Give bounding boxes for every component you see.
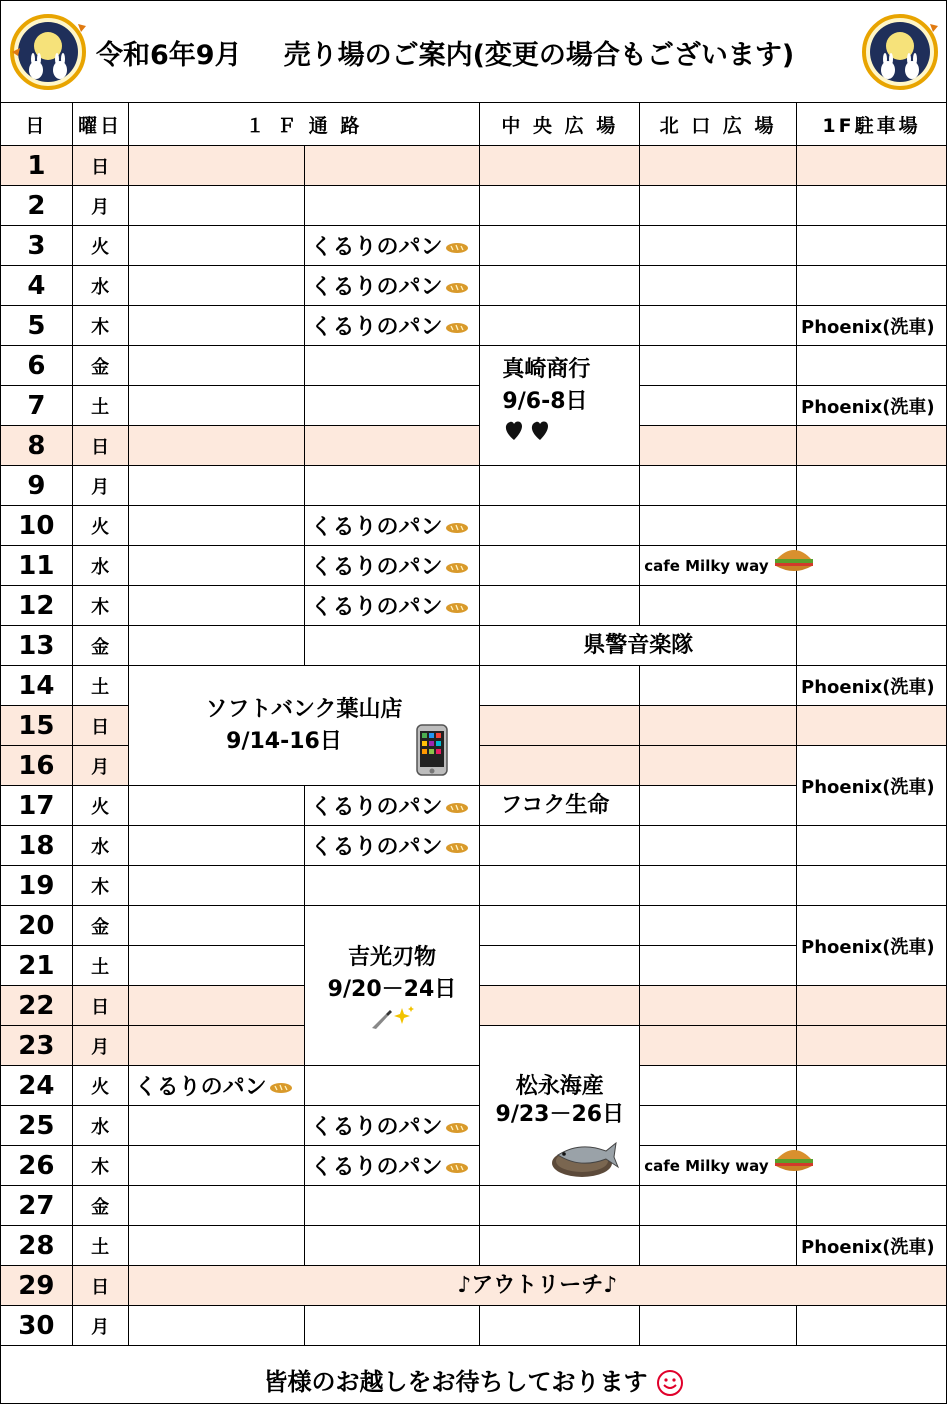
weekday: 月 xyxy=(72,1306,128,1346)
cell xyxy=(640,426,797,466)
softbank-event xyxy=(128,666,480,786)
weekday: 月 xyxy=(72,466,128,506)
phoenix-event: Phoenix(洗車) xyxy=(797,386,947,426)
footer-message: 皆様のお越しをお待ちしております xyxy=(263,1368,648,1396)
cell xyxy=(128,306,304,346)
yoshimitsu-name: 吉光刃物 xyxy=(347,944,436,970)
cell xyxy=(128,586,304,626)
bread-icon xyxy=(445,282,469,294)
cell xyxy=(640,1306,797,1346)
knife-sparkle-icon xyxy=(368,1006,416,1032)
cell xyxy=(128,386,304,426)
table-row xyxy=(1,906,947,946)
weekday: 水 xyxy=(72,266,128,306)
weekday: 金 xyxy=(72,346,128,386)
bread-icon xyxy=(445,242,469,254)
day-number: 19 xyxy=(1,866,73,906)
cell xyxy=(480,826,640,866)
cell xyxy=(640,466,797,506)
cell xyxy=(128,1226,304,1266)
bread-event xyxy=(304,266,480,306)
table-row xyxy=(1,346,947,386)
cell xyxy=(304,466,480,506)
day-number: 25 xyxy=(1,1106,73,1146)
cell xyxy=(128,426,304,466)
cell xyxy=(304,1066,480,1106)
cell xyxy=(797,986,947,1026)
table-row xyxy=(1,386,947,426)
bread-icon xyxy=(445,802,469,814)
weekday: 火 xyxy=(72,226,128,266)
bread-label: くるりのパン xyxy=(310,835,443,860)
cell xyxy=(797,146,947,186)
bread-icon xyxy=(445,522,469,534)
day-number: 21 xyxy=(1,946,73,986)
schedule-table xyxy=(0,102,947,1346)
phoenix-event: Phoenix(洗車) xyxy=(797,746,947,826)
cell xyxy=(640,1026,797,1066)
day-number: 11 xyxy=(1,546,73,586)
cell xyxy=(128,506,304,546)
weekday: 火 xyxy=(72,786,128,826)
cell xyxy=(640,586,797,626)
bread-event xyxy=(304,786,480,826)
cell xyxy=(128,1026,304,1066)
cell xyxy=(480,906,640,946)
cafe-event xyxy=(640,546,797,586)
weekday: 日 xyxy=(72,706,128,746)
day-number: 22 xyxy=(1,986,73,1026)
cell xyxy=(304,186,480,226)
weekday: 水 xyxy=(72,1106,128,1146)
outreach-event: ♪アウトリーチ♪ xyxy=(128,1266,946,1306)
bread-label: くるりのパン xyxy=(310,515,443,540)
cell xyxy=(480,706,640,746)
table-row xyxy=(1,666,947,706)
bread-icon xyxy=(445,1162,469,1174)
weekday: 火 xyxy=(72,506,128,546)
day-number: 28 xyxy=(1,1226,73,1266)
day-number: 6 xyxy=(1,346,73,386)
table-row xyxy=(1,546,947,586)
cell xyxy=(128,826,304,866)
bread-icon xyxy=(445,562,469,574)
weekday: 月 xyxy=(72,186,128,226)
table-row xyxy=(1,266,947,306)
cell xyxy=(128,1306,304,1346)
cell xyxy=(640,786,797,826)
cell xyxy=(797,826,947,866)
cell xyxy=(640,706,797,746)
softbank-name: ソフトバンク葉山店 xyxy=(205,696,403,722)
bread-label: くるりのパン xyxy=(310,1115,443,1140)
cell xyxy=(480,266,640,306)
fukoku-event: フコク生命 xyxy=(480,786,640,826)
cell xyxy=(640,386,797,426)
bread-event xyxy=(304,546,480,586)
day-number: 15 xyxy=(1,706,73,746)
cell xyxy=(797,1186,947,1226)
cell xyxy=(304,426,480,466)
cell xyxy=(128,866,304,906)
col-header-weekday: 曜日 xyxy=(72,103,128,146)
cell xyxy=(128,466,304,506)
bread-label: くるりのパン xyxy=(310,315,443,340)
col-header-day: 日 xyxy=(1,103,73,146)
weekday: 金 xyxy=(72,1186,128,1226)
cell xyxy=(128,1146,304,1186)
cell xyxy=(480,1186,640,1226)
bread-event xyxy=(304,1146,480,1186)
bread-label: くるりのパン xyxy=(310,235,443,260)
softbank-dates: 9/14-16日 xyxy=(226,728,342,754)
bread-icon xyxy=(269,1082,293,1094)
cell xyxy=(304,146,480,186)
cell xyxy=(128,626,304,666)
cell xyxy=(304,626,480,666)
cell xyxy=(640,1066,797,1106)
sandwich-icon xyxy=(772,542,816,574)
bread-event xyxy=(304,306,480,346)
col-header-1f-passage: １ Ｆ 通 路 xyxy=(128,103,480,146)
smartphone-icon xyxy=(415,724,449,776)
masaki-event xyxy=(480,346,640,466)
cell xyxy=(304,346,480,386)
cell xyxy=(480,746,640,786)
table-row xyxy=(1,866,947,906)
day-number: 29 xyxy=(1,1266,73,1306)
cell xyxy=(128,906,304,946)
table-row xyxy=(1,186,947,226)
cafe-label: cafe Milky way xyxy=(644,556,769,575)
cell xyxy=(640,826,797,866)
weekday: 土 xyxy=(72,946,128,986)
cell xyxy=(797,226,947,266)
cell xyxy=(797,186,947,226)
cafe-label: cafe Milky way xyxy=(644,1156,769,1175)
masaki-name: 真崎商行 xyxy=(502,357,591,382)
weekday: 月 xyxy=(72,1026,128,1066)
table-row xyxy=(1,826,947,866)
cell xyxy=(640,186,797,226)
table-row xyxy=(1,226,947,266)
cell xyxy=(640,306,797,346)
table-row xyxy=(1,626,947,666)
footer xyxy=(0,1362,947,1397)
yoshimitsu-event xyxy=(304,906,480,1066)
bread-icon xyxy=(445,322,469,334)
cell xyxy=(128,346,304,386)
phoenix-event: Phoenix(洗車) xyxy=(797,666,947,706)
cell xyxy=(128,266,304,306)
masaki-dates: 9/6-8日 xyxy=(502,389,588,414)
matsunaga-event xyxy=(480,1026,640,1186)
cell xyxy=(480,666,640,706)
weekday: 土 xyxy=(72,386,128,426)
table-row xyxy=(1,306,947,346)
table-header-row xyxy=(1,103,947,146)
cell xyxy=(797,1146,947,1186)
day-number: 5 xyxy=(1,306,73,346)
bread-label: くるりのパン xyxy=(310,595,443,620)
sandwich-icon xyxy=(772,1142,816,1174)
cell xyxy=(480,1306,640,1346)
phoenix-event: Phoenix(洗車) xyxy=(797,306,947,346)
cell xyxy=(480,946,640,986)
cell xyxy=(304,1306,480,1346)
cell xyxy=(797,1306,947,1346)
cell xyxy=(128,1186,304,1226)
weekday: 土 xyxy=(72,666,128,706)
table-row xyxy=(1,426,947,466)
cell xyxy=(128,186,304,226)
bread-icon xyxy=(445,842,469,854)
cell xyxy=(797,266,947,306)
day-number: 12 xyxy=(1,586,73,626)
cell xyxy=(480,226,640,266)
weekday: 日 xyxy=(72,146,128,186)
phoenix-event: Phoenix(洗車) xyxy=(797,1226,947,1266)
cell xyxy=(480,866,640,906)
day-number: 23 xyxy=(1,1026,73,1066)
cell xyxy=(797,586,947,626)
bread-label: くるりのパン xyxy=(310,1155,443,1180)
cell xyxy=(797,346,947,386)
phoenix-event: Phoenix(洗車) xyxy=(797,906,947,986)
cell xyxy=(480,586,640,626)
weekday: 日 xyxy=(72,426,128,466)
header xyxy=(0,0,947,102)
bread-event xyxy=(304,826,480,866)
cell xyxy=(128,1106,304,1146)
moon-rabbit-icon xyxy=(860,12,940,92)
bread-label: くるりのパン xyxy=(310,555,443,580)
day-number: 9 xyxy=(1,466,73,506)
cell xyxy=(480,186,640,226)
day-number: 30 xyxy=(1,1306,73,1346)
day-number: 16 xyxy=(1,746,73,786)
bread-event xyxy=(304,226,480,266)
weekday: 木 xyxy=(72,586,128,626)
weekday: 木 xyxy=(72,1146,128,1186)
cell xyxy=(797,1106,947,1146)
table-row xyxy=(1,1306,947,1346)
day-number: 14 xyxy=(1,666,73,706)
day-number: 10 xyxy=(1,506,73,546)
cell xyxy=(640,666,797,706)
day-number: 2 xyxy=(1,186,73,226)
cell xyxy=(640,986,797,1026)
cell xyxy=(797,426,947,466)
bread-event xyxy=(304,1106,480,1146)
cell xyxy=(797,506,947,546)
cell xyxy=(480,466,640,506)
cell xyxy=(797,546,947,586)
table-row xyxy=(1,1186,947,1226)
cell xyxy=(797,466,947,506)
cell xyxy=(640,226,797,266)
cell xyxy=(480,546,640,586)
cell xyxy=(640,946,797,986)
cell xyxy=(128,986,304,1026)
weekday: 金 xyxy=(72,906,128,946)
cell xyxy=(480,986,640,1026)
cell xyxy=(480,1226,640,1266)
day-number: 1 xyxy=(1,146,73,186)
weekday: 水 xyxy=(72,826,128,866)
day-number: 13 xyxy=(1,626,73,666)
matsunaga-name: 松永海産 xyxy=(515,1074,604,1099)
bread-label: くるりのパン xyxy=(310,275,443,300)
cell xyxy=(304,1186,480,1226)
table-row xyxy=(1,506,947,546)
weekday: 日 xyxy=(72,986,128,1026)
weekday: 土 xyxy=(72,1226,128,1266)
cell xyxy=(640,1106,797,1146)
weekday: 木 xyxy=(72,866,128,906)
cell xyxy=(128,226,304,266)
matsunaga-dates: 9/23－26日 xyxy=(495,1102,625,1127)
table-row xyxy=(1,1066,947,1106)
table-row xyxy=(1,1266,947,1306)
cell xyxy=(304,866,480,906)
page-title: 令和6年9月 売り場のご案内(変更の場合もございます) xyxy=(96,40,795,71)
day-number: 26 xyxy=(1,1146,73,1186)
cell xyxy=(640,746,797,786)
bread-label: くるりのパン xyxy=(134,1075,267,1100)
cell xyxy=(480,506,640,546)
bread-event xyxy=(304,586,480,626)
table-row xyxy=(1,586,947,626)
day-number: 8 xyxy=(1,426,73,466)
cell xyxy=(640,506,797,546)
weekday: 月 xyxy=(72,746,128,786)
moon-rabbit-icon xyxy=(8,12,88,92)
day-number: 17 xyxy=(1,786,73,826)
bread-event xyxy=(128,1066,304,1106)
cell xyxy=(480,306,640,346)
cell xyxy=(128,786,304,826)
table-row xyxy=(1,466,947,506)
cell xyxy=(797,866,947,906)
hearts-icon xyxy=(502,418,554,442)
day-number: 27 xyxy=(1,1186,73,1226)
weekday: 日 xyxy=(72,1266,128,1306)
weekday: 水 xyxy=(72,546,128,586)
weekday: 金 xyxy=(72,626,128,666)
cell xyxy=(640,1226,797,1266)
bread-icon xyxy=(445,602,469,614)
cell xyxy=(640,266,797,306)
cell xyxy=(797,706,947,746)
table-row xyxy=(1,146,947,186)
day-number: 4 xyxy=(1,266,73,306)
fish-plate-icon xyxy=(550,1131,620,1179)
cell xyxy=(797,626,947,666)
day-number: 7 xyxy=(1,386,73,426)
day-number: 18 xyxy=(1,826,73,866)
cell xyxy=(640,1186,797,1226)
smiley-icon xyxy=(656,1369,684,1397)
col-header-1f-parking: 1F駐車場 xyxy=(797,103,947,146)
col-header-north-plaza: 北 口 広 場 xyxy=(640,103,797,146)
bread-icon xyxy=(445,1122,469,1134)
cell xyxy=(797,1026,947,1066)
cell xyxy=(128,946,304,986)
table-row xyxy=(1,1106,947,1146)
weekday: 火 xyxy=(72,1066,128,1106)
cafe-event xyxy=(640,1146,797,1186)
bread-event xyxy=(304,506,480,546)
day-number: 3 xyxy=(1,226,73,266)
cell xyxy=(640,866,797,906)
cell xyxy=(640,146,797,186)
bread-label: くるりのパン xyxy=(310,795,443,820)
cell xyxy=(304,1226,480,1266)
table-row xyxy=(1,1226,947,1266)
cell xyxy=(640,906,797,946)
col-header-central-plaza: 中 央 広 場 xyxy=(480,103,640,146)
weekday: 木 xyxy=(72,306,128,346)
yoshimitsu-dates: 9/20－24日 xyxy=(327,976,457,1002)
table-row xyxy=(1,1146,947,1186)
cell xyxy=(304,386,480,426)
day-number: 20 xyxy=(1,906,73,946)
cell xyxy=(128,546,304,586)
day-number: 24 xyxy=(1,1066,73,1106)
cell xyxy=(640,346,797,386)
police-band-event: 県警音楽隊 xyxy=(480,626,797,666)
cell xyxy=(480,146,640,186)
cell xyxy=(128,146,304,186)
